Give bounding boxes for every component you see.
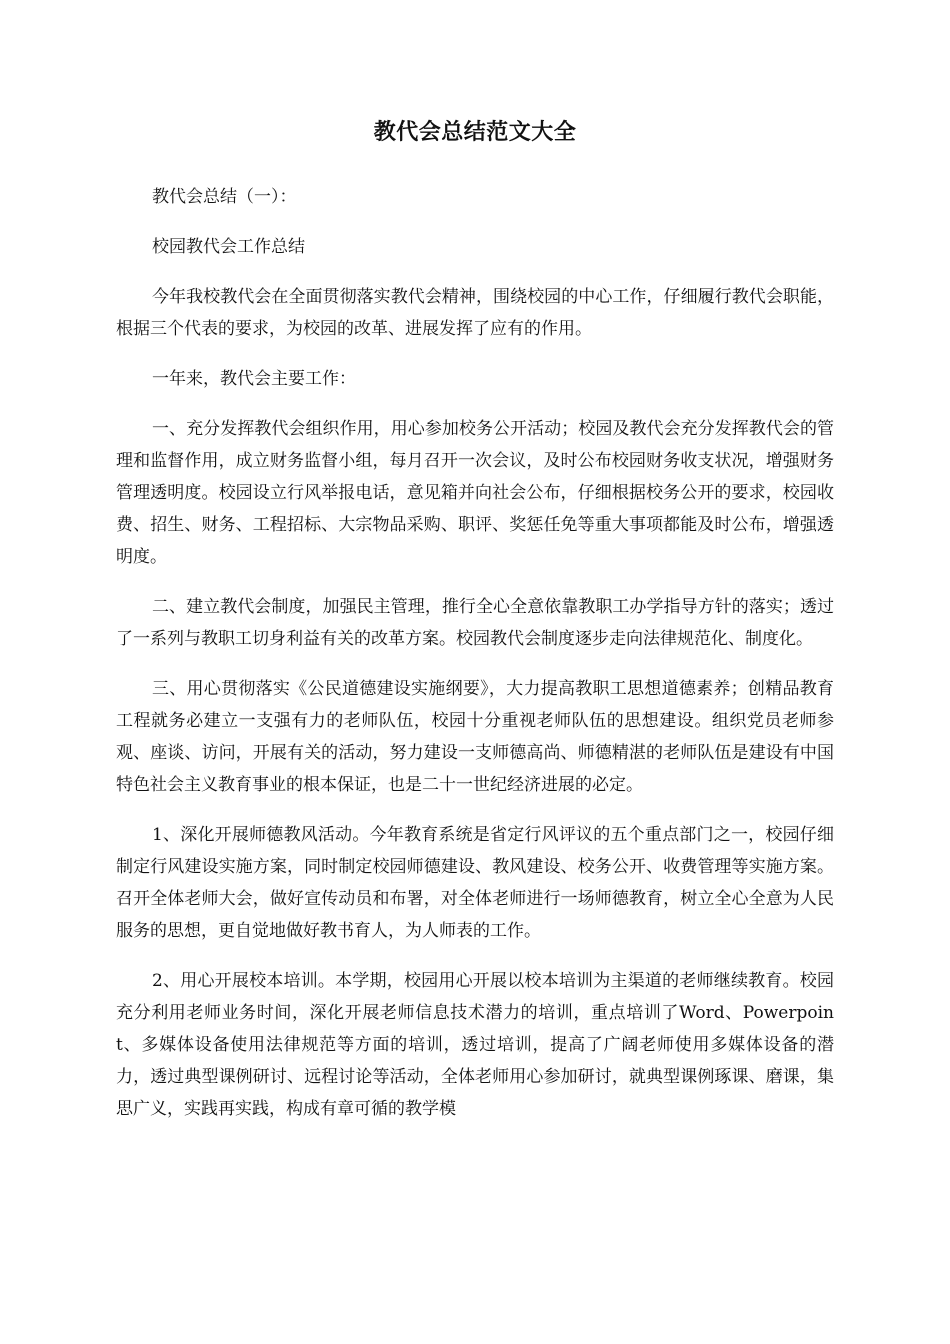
document-body bbox=[116, 181, 834, 1143]
paragraph: 一年来，教代会主要工作： bbox=[152, 369, 356, 389]
paragraph: 今年我校教代会在全面贯彻落实教代会精神，围绕校园的中心工作，仔细履行教代会职能，根据三个代表的要求，为校园的改革、进展发挥了应有的作用。 bbox=[116, 287, 834, 339]
paragraph: 二、建立教代会制度，加强民主管理，推行全心全意依靠教职工办学指导方针的落实；透过了一系列与教职工切身利益有关的改革方案。校园教代会制度逐步走向法律规范化、制度化。 bbox=[116, 597, 834, 649]
paragraph: 三、用心贯彻落实《公民道德建设实施纲要》，大力提高教职工思想道德素养；创精品教育工程就务必建立一支强有力的老师队伍，校园十分重视老师队伍的思想建设。组织党员老师参观、座谈、访问，开展有关的活动，努力建设一支师德高尚、师德精湛的老师队伍是建设有中国特色社会主义教育事业的根本保证，也是二十一世纪经济进展的必定。 bbox=[116, 679, 834, 795]
paragraph: 一、充分发挥教代会组织作用，用心参加校务公开活动；校园及教代会充分发挥教代会的管理和监督作用，成立财务监督小组，每月召开一次会议，及时公布校园财务收支状况，增强财务管理透明度。校园设立行风举报电话，意见箱并向社会公布，仔细根据校务公开的要求，校园收费、招生、财务、工程招标、大宗物品采购、职评、奖惩任免等重大事项都能及时公布，增强透明度。 bbox=[116, 419, 834, 567]
document-title: 教代会总结范文大全 bbox=[373, 120, 577, 145]
section-heading: 教代会总结（一）： bbox=[152, 187, 297, 207]
paragraph: 2、用心开展校本培训。本学期，校园用心开展以校本培训为主渠道的老师继续教育。校园充分利用老师业务时间，深化开展老师信息技术潜力的培训，重点培训了Word、Powerpoint、多媒体设备使用法律规范等方面的培训，透过培训，提高了广阔老师使用多媒体设备的潜力，透过典型课例研讨、远程讨论等活动，全体老师用心参加研讨，就典型课例琢课、磨课，集思广义，实践再实践，构成有章可循的教学模 bbox=[116, 971, 834, 1119]
subtitle: 校园教代会工作总结 bbox=[152, 237, 305, 257]
paragraph: 1、深化开展师德教风活动。今年教育系统是省定行风评议的五个重点部门之一，校园仔细制定行风建设实施方案，同时制定校园师德建设、教风建设、校务公开、收费管理等实施方案。召开全体老师大会，做好宣传动员和布署，对全体老师进行一场师德教育，树立全心全意为人民服务的思想，更自觉地做好教书育人，为人师表的工作。 bbox=[116, 825, 834, 941]
